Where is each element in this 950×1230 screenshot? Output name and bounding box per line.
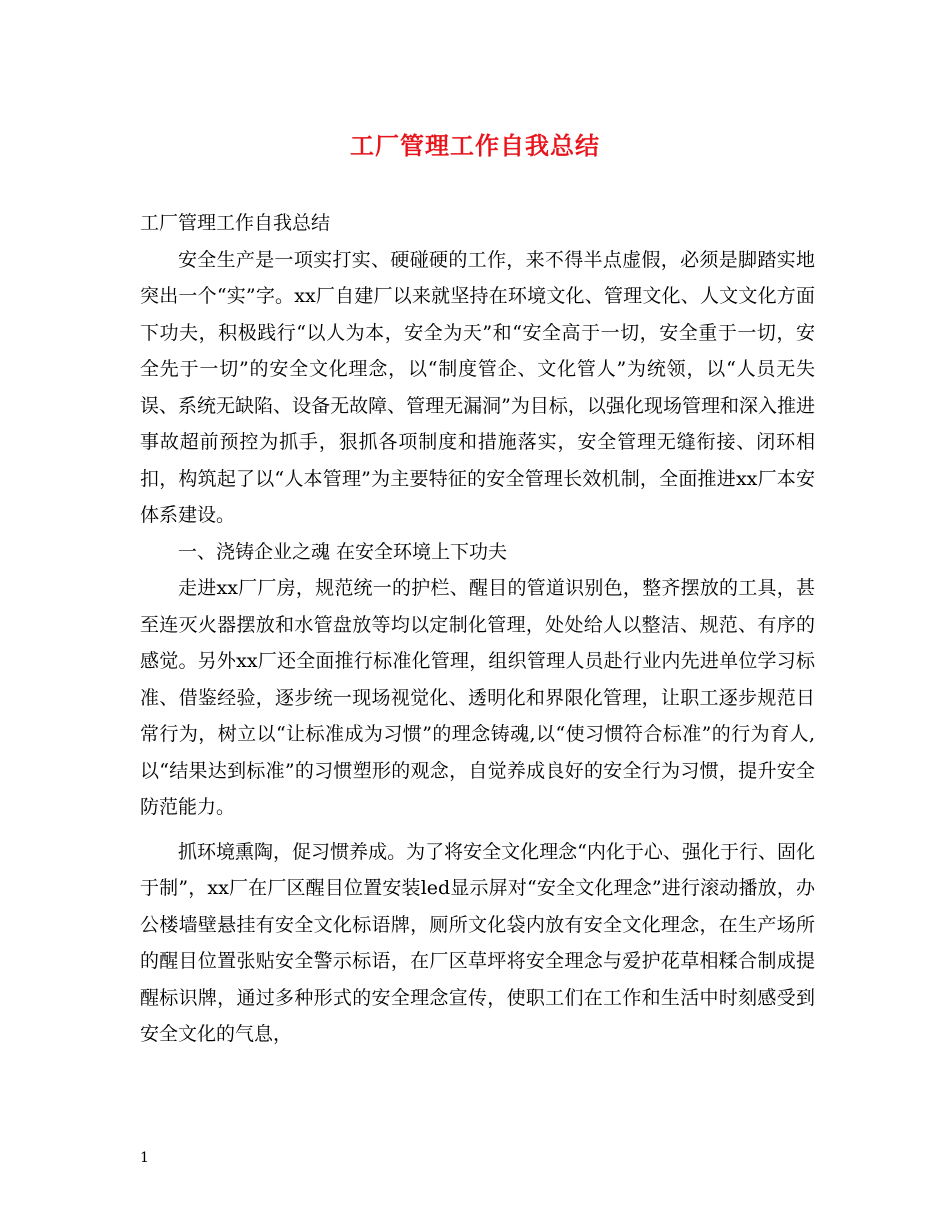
- paragraph-heading: 工厂管理工作自我总结: [140, 212, 331, 234]
- paragraph-intro: 安全生产是一项实打实、硬碰硬的工作，来不得半点虚假，必须是脚踏实地突出一个“实”字。xx厂自建厂以来就坚持在环境文化、管理文化、人文文化方面下功夫，积极践行“以人为本，安全为天”和“安全高于一切，安全重于一切，安全先于一切”的安全文化理念，以“制度管企、文化管人”为统领，以“人员无失误、系统无缺陷、设备无故障、管理无漏洞”为目标，以强化现场管理和深入推进事故超前预控为抓手，狠抓各项制度和措施落实，安全管理无缝衔接、闭环相扣，构筑起了以“人本管理”为主要特征的安全管理长效机制，全面推进xx厂本安体系建设。: [140, 248, 815, 526]
- paragraph-habits: 抓环境熏陶，促习惯养成。为了将安全文化理念“内化于心、强化于行、固化于制”，xx厂在厂区醒目位置安装led显示屏对“安全文化理念”进行滚动播放，办公楼墙壁悬挂有安全文化标语牌，厕所文化袋内放有安全文化理念，在生产场所的醒目位置张贴安全警示标语，在厂区草坪将安全理念与爱护花草相糅合制成提醒标识牌，通过多种形式的安全理念宣传，使职工们在工作和生活中时刻感受到安全文化的气息，: [140, 840, 815, 1045]
- document-body: [140, 205, 815, 1053]
- paragraph-environment: 走进xx厂厂房，规范统一的护栏、醒目的管道识别色，整齐摆放的工具，甚至连灭火器摆放和水管盘放等均以定制化管理，处处给人以整洁、规范、有序的感觉。另外xx厂还全面推行标准化管理，组织管理人员赴行业内先进单位学习标准、借鉴经验，逐步统一现场视觉化、透明化和界限化管理，让职工逐步规范日常行为，树立以“让标准成为习惯”的理念铸魂,以“使习惯符合标准”的行为育人,以“结果达到标准”的习惯塑形的观念，自觉养成良好的安全行为习惯，提升安全防范能力。: [140, 577, 815, 818]
- document-title: 工厂管理工作自我总结: [350, 131, 600, 160]
- section-heading: 一、浇铸企业之魂 在安全环境上下功夫: [178, 540, 508, 563]
- page-number: 1: [140, 1150, 149, 1166]
